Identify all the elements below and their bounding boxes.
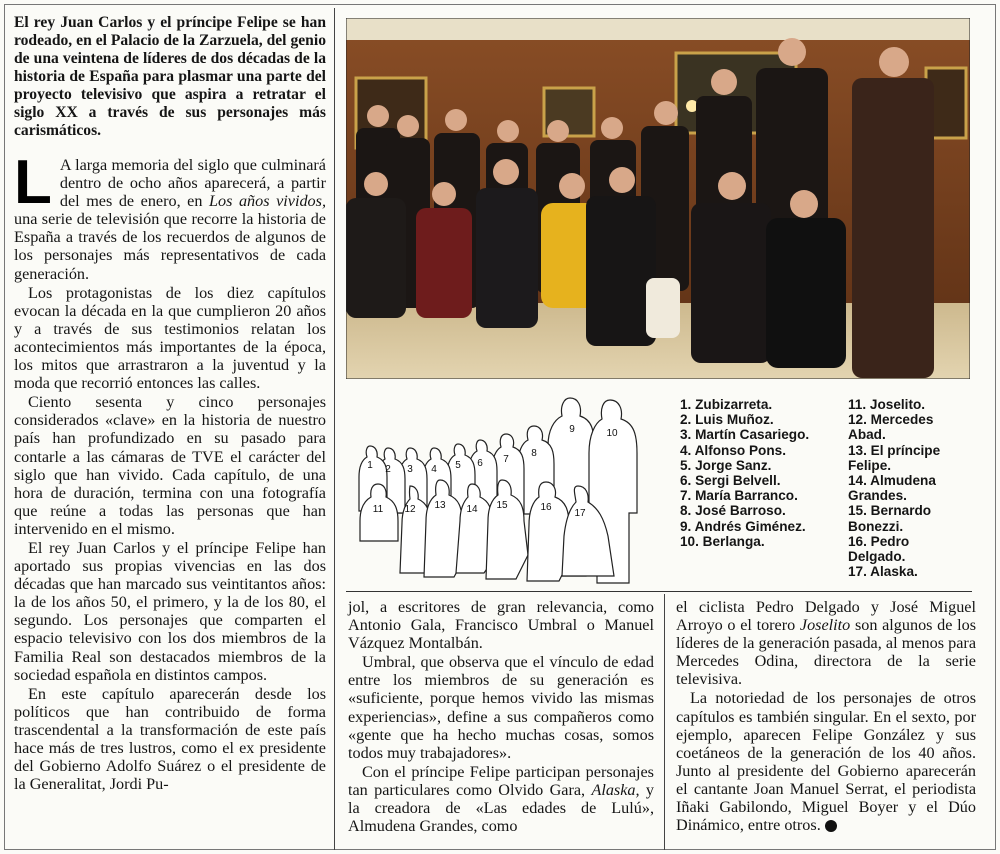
diagram-number: 13 [434, 500, 446, 511]
legend-item: 10. Berlanga. [680, 533, 765, 549]
diagram-number: 9 [569, 424, 575, 435]
column-divider [664, 594, 665, 850]
lead-paragraph: El rey Juan Carlos y el príncipe Felipe se han rodeado, en el Palacio de la Zarzuela, del genio de una veintena de líderes de dos décadas de la historia de España para plasmar una parte del proyecto televisivo que aspira a retratar el siglo XX a través de sus personajes más carismáticos. [14, 14, 326, 139]
legend-column-2 [848, 397, 968, 579]
diagram-number: 14 [466, 504, 478, 515]
paragraph: Ciento sesenta y cinco personajes considerados «clave» en la historia de nuestro país han profundizado en su pasado para contarle a las cámaras de TVE el carácter del siglo que han vivido. Cada capítulo, de una hora de duración, termina con una fotografía que reúne a todas las personas que han intervenido en el mismo. [14, 393, 326, 538]
diagram-number: 4 [431, 464, 437, 475]
legend-item: 13. El príncipe Felipe. [848, 442, 941, 473]
legend-item: 4. Alfonso Pons. [680, 442, 786, 458]
diagram-number: 6 [477, 458, 483, 469]
legend-item: 1. Zubizarreta. [680, 397, 773, 412]
paragraph: El rey Juan Carlos y el príncipe Felipe han aportado sus propias vivencias en las dos décadas que han marcado sus veintitantos años: la de los años 50, el primero, y la de los 80, el segundo. Los personajes que comparten el espacio televisivo con los dos miembros de la Familia Real son destacados miembros de la sociedad española en distintos campos. [14, 538, 326, 684]
drop-cap: L [14, 148, 52, 217]
silhouette-key-diagram [348, 388, 658, 588]
paragraph: En este capítulo aparecerán desde los políticos que han contribuido de forma trascendental a la transformación de este país hace más de tres lustros, como el ex presidente del Gobierno Adolfo Suárez o el presidente de la Generalitat, Jordi Pu- [14, 684, 326, 794]
paragraph: el ciclista Pedro Delgado y José Miguel Arroyo o el torero Joselito son algunos de los líderes de la generación pasada, al menos para Mercedes Odina, directora de la serie televisiva. [676, 598, 976, 689]
legend-item: 2. Luis Muñoz. [680, 412, 774, 428]
legend-column-1 [680, 397, 840, 549]
diagram-number: 17 [574, 508, 586, 519]
diagram-number: 11 [372, 504, 384, 515]
legend-item: 5. Jorge Sanz. [680, 457, 772, 473]
legend-item: 15. Bernardo Bonezzi. [848, 503, 932, 534]
article-column-3 [676, 598, 976, 835]
paragraph: Los protagonistas de los diez capítulos evocan la década en la que cumplieron 20 años y a través de sus testimonios relatan los acontecimientos más importantes de la época, los mitos que arrastraron a la juventud y la moda que recorrió entonces las calles. [14, 283, 326, 393]
paragraph: La notoriedad de los personajes de otros capítulos es también singular. En el sexto, por ejemplo, aparecen Felipe González y sus coetáneos de la generación de los 40 años. Junto al presidente del Gobierno aparecerán el cantante Joan Manuel Serrat, el periodista Iñaki Gabilondo, Miguel Boyer y el Dúo Dinámico, entre otros. [676, 689, 976, 835]
article-column-1 [14, 14, 326, 794]
diagram-number: 5 [455, 460, 461, 471]
paragraph: Con el príncipe Felipe participan personajes tan particulares como Olvido Gara, Alaska, y la creadora de «Las edades de Lulú», Almudena Grandes, como [348, 762, 655, 836]
paragraph: Umbral, que observa que el vínculo de edad entre los miembros de su generación es «suficiente, porque hemos vivido las mismas experiencias», define a sus compañeros como «gente que ha hecho muchas cosas, somos todos muy trabajadores». [348, 653, 654, 762]
diagram-number: 16 [540, 502, 552, 513]
diagram-number: 3 [407, 464, 413, 475]
article-column-2 [348, 598, 654, 836]
intro-paragraph: L A larga memoria del siglo que culminará dentro de ocho años aparecerá, a partir del mes de enero, en Los años vividos, una serie de televisión que recorre la historia de España a través de los recuerdos de algunos de los personajes más representativos de cada generación. [14, 148, 326, 283]
end-bullet-icon [825, 820, 837, 832]
paragraph: jol, a escritores de gran relevancia, como Antonio Gala, Francisco Umbral o Manuel Vázquez Montalbán. [348, 598, 654, 653]
legend-item: 17. Alaska. [848, 564, 918, 580]
diagram-number: 7 [503, 454, 509, 465]
legend-item: 12. Mercedes Abad. [848, 412, 934, 443]
diagram-number: 1 [367, 460, 373, 471]
diagram-number: 2 [385, 464, 391, 475]
group-photo [346, 18, 970, 379]
legend-item: 16. Pedro Delgado. [848, 533, 910, 565]
legend-item: 11. Joselito. [848, 397, 926, 412]
legend-item: 3. Martín Casariego. [680, 427, 810, 443]
series-title: Los años vividos, [209, 192, 326, 211]
legend-item: 6. Sergi Belvell. [680, 473, 781, 489]
section-divider [346, 591, 972, 592]
diagram-number: 10 [606, 428, 618, 439]
legend-item: 9. Andrés Giménez. [680, 518, 806, 534]
diagram-number: 8 [531, 448, 537, 459]
legend-item: 8. José Barroso. [680, 503, 786, 519]
diagram-number: 12 [404, 504, 416, 515]
legend-item: 7. María Barranco. [680, 488, 798, 504]
diagram-number: 15 [496, 500, 508, 511]
legend-item: 14. Almudena Grandes. [848, 473, 936, 504]
column-divider [334, 8, 335, 850]
